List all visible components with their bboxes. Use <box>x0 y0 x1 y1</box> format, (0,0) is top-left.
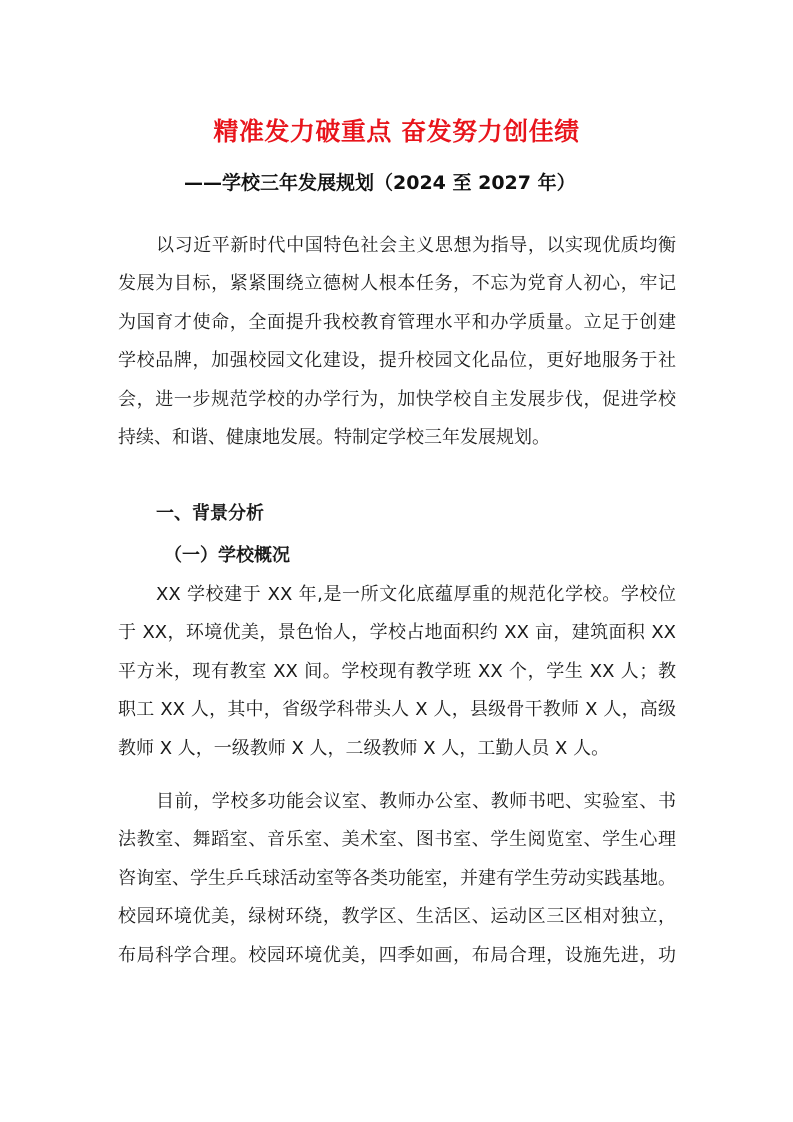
text-line: 布局科学合理。校园环境优美，四季如画，布局合理，设施先进，功 <box>118 944 676 966</box>
intro-paragraph <box>118 227 676 457</box>
text-line: 咨询室、学生乒乓球活动室等各类功能室，并建有学生劳动实践基地。 <box>118 867 676 889</box>
text-line: 教师 X 人，一级教师 X 人，二级教师 X 人，工勤人员 X 人。 <box>118 737 610 759</box>
subsection-heading: （一）学校概况 <box>164 545 290 566</box>
text-line: 职工 XX 人，其中，省级学科带头人 X 人，县级骨干教师 X 人，高级 <box>118 699 676 721</box>
document-subtitle: ——学校三年发展规划（2024 至 2027 年） <box>184 172 576 194</box>
text-line: XX 学校建于 XX 年,是一所文化底蕴厚重的规范化学校。学校位 <box>156 584 676 605</box>
text-line: 于 XX，环境优美，景色怡人，学校占地面积约 XX 亩，建筑面积 XX <box>118 622 676 644</box>
document-title: 精准发力破重点 奋发努力创佳绩 <box>213 117 580 146</box>
school-overview-paragraph <box>118 576 676 768</box>
text-line: 平方米，现有教室 XX 间。学校现有教学班 XX 个，学生 XX 人；教 <box>118 660 676 682</box>
section-heading: 一、背景分析 <box>156 503 264 524</box>
text-line: 目前，学校多功能会议室、教师办公室、教师书吧、实验室、书 <box>156 791 676 812</box>
text-line: 持续、和谐、健康地发展。特制定学校三年发展规划。 <box>118 426 550 448</box>
text-line: 法教室、舞蹈室、音乐室、美术室、图书室、学生阅览室、学生心理 <box>118 829 676 851</box>
text-line: 校园环境优美，绿树环绕，教学区、生活区、运动区三区相对独立， <box>118 906 676 928</box>
text-line: 会，进一步规范学校的办学行为，加快学校自主发展步伐，促进学校 <box>118 388 676 410</box>
text-line: 以习近平新时代中国特色社会主义思想为指导，以实现优质均衡 <box>156 235 676 256</box>
text-line: 发展为目标，紧紧围绕立德树人根本任务，不忘为党育人初心，牢记 <box>118 273 676 295</box>
facilities-paragraph <box>118 783 676 975</box>
text-line: 为国育才使命，全面提升我校教育管理水平和办学质量。立足于创建 <box>118 311 676 333</box>
text-line: 学校品牌，加强校园文化建设，提升校园文化品位，更好地服务于社 <box>118 350 676 372</box>
